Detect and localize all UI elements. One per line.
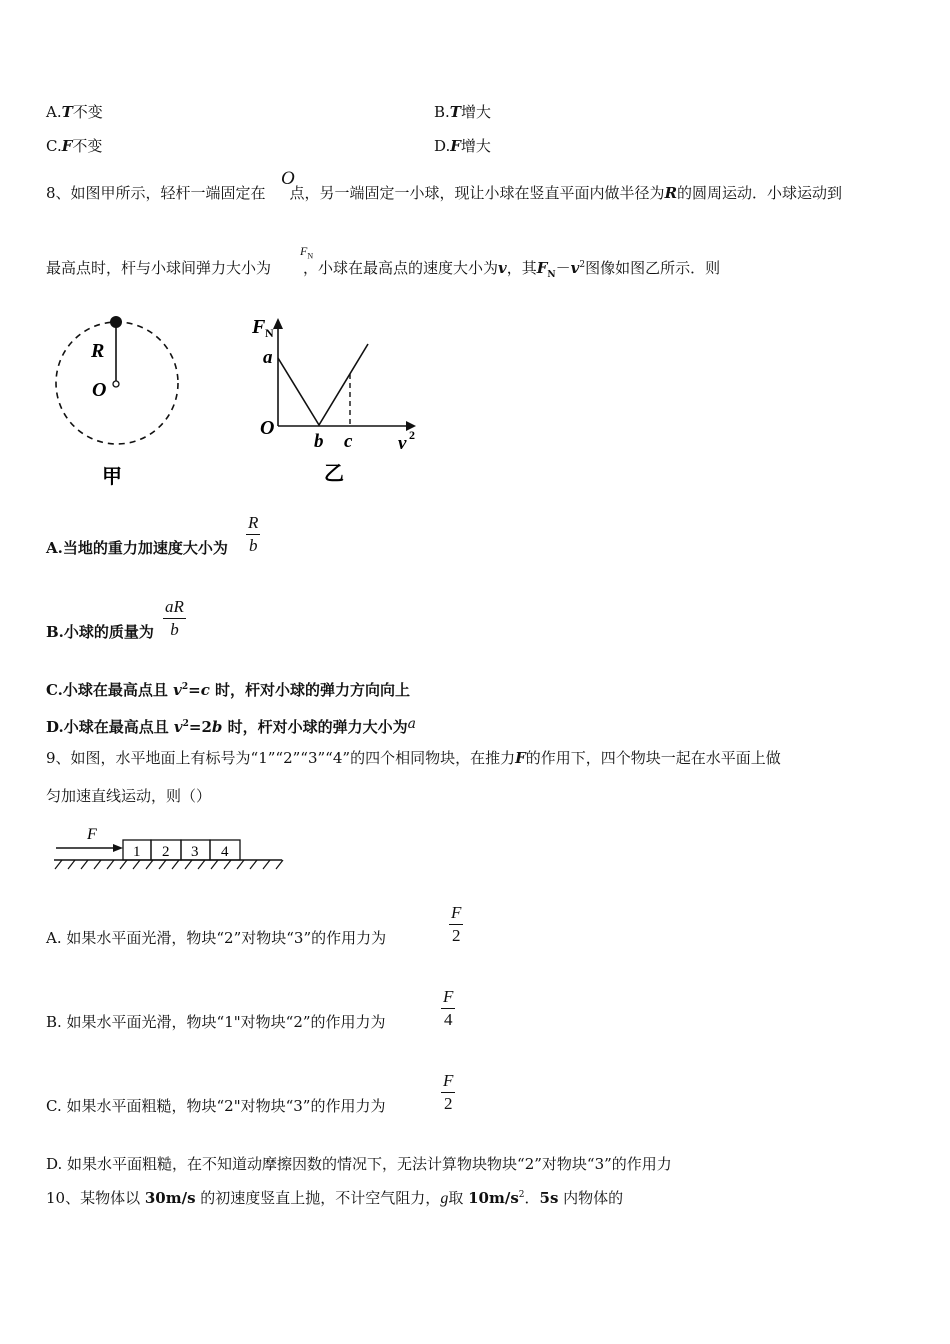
label-o: O: [92, 379, 107, 401]
q7-option-a: A.T不变: [46, 103, 103, 121]
q8-option-c: C.小球在最高点且 $v^2=c$ 时，杆对小球的弹力方向向上: [46, 681, 411, 699]
q9-option-c: C. 如果水平面粗糙，物块“2"对物块“3”的作用力为: [46, 1097, 386, 1115]
q7-option-d: D.F增大: [434, 137, 491, 155]
q9-option-d: D. 如果水平面粗糙，在不知道动摩擦因数的情况下，无法计算物块物块“2”对物块“3”的作用力: [46, 1155, 672, 1173]
q9-option-b-fraction: $\frac{F}{4}$: [443, 987, 454, 1029]
q8-option-a: A.当地的重力加速度大小为: [46, 539, 228, 557]
q9-option-a: A. 如果水平面光滑，物块“2”对物块“3”的作用力为: [46, 929, 387, 947]
q9-stem-line1: 9、如图，水平地面上有标号为“1”“2”“3”“4”的四个相同物块，在推力F的作用下，四个物块一起在水平面上做: [46, 749, 781, 767]
label-n: N: [265, 326, 274, 340]
q8-fn-symbol: $F_N$: [300, 244, 314, 261]
ball: [110, 316, 122, 328]
q9-option-b: B. 如果水平面光滑，物块“1"对物块“2”的作用力为: [46, 1013, 386, 1031]
caption-yi: 乙: [324, 463, 344, 485]
q8-option-d: D.小球在最高点且 $v^2=2b$ 时，杆对小球的弹力大小为a: [46, 716, 417, 736]
q7-option-b: B.T增大: [434, 103, 491, 121]
q8-option-a-fraction: $\frac{R}{b}$: [248, 513, 259, 555]
q7-option-c: C.F不变: [46, 137, 103, 155]
block-2-label: 2: [162, 844, 170, 860]
q8-option-b-fraction: $\frac{aR}{b}$: [165, 597, 184, 639]
q8-point-o: O: [281, 168, 295, 189]
force-arrow-head: [113, 844, 123, 852]
q8-stem-line2: 最高点时，杆与小球间弹力大小为 ，小球在最高点的速度大小为v，其$F_N-v^2$图像如图乙所示．则: [46, 259, 721, 280]
label-origin: O: [260, 417, 275, 439]
label-r: R: [91, 340, 105, 362]
q10-stem: 10、某物体以 30m/s 的初速度竖直上抛，不计空气阻力，g取 $10m/s^2$．5s 内物体的: [46, 1189, 624, 1207]
block-4-label: 4: [221, 844, 229, 860]
label-f: F: [252, 316, 266, 338]
caption-jia: 甲: [102, 466, 122, 488]
label-v: v: [398, 433, 407, 454]
q9-option-a-fraction: $\frac{F}{2}$: [451, 903, 462, 945]
q9-stem-line2: 匀加速直线运动，则（）: [46, 787, 212, 805]
graph-line: [278, 344, 368, 425]
label-a: a: [263, 347, 273, 368]
ground-hatch: [55, 860, 283, 869]
q8-figure-circle: [40, 308, 200, 493]
q8-figure-graph: [250, 308, 430, 493]
label-v-sq: 2: [409, 428, 415, 442]
block-1-label: 1: [133, 844, 141, 860]
label-c: c: [344, 431, 353, 452]
label-b: b: [314, 431, 324, 452]
q8-stem-line1: 8、如图甲所示，轻杆一端固定在 点，另一端固定一小球，现让小球在竖直平面内做半径为R的圆周运动．小球运动到: [46, 184, 843, 202]
y-axis-arrow: [273, 318, 283, 329]
block-3-label: 3: [191, 844, 199, 860]
pivot: [113, 381, 119, 387]
force-label: F: [87, 826, 97, 843]
q9-figure-blocks: [50, 822, 290, 874]
q9-option-c-fraction: $\frac{F}{2}$: [443, 1071, 454, 1113]
q8-option-b: B.小球的质量为: [46, 623, 154, 641]
